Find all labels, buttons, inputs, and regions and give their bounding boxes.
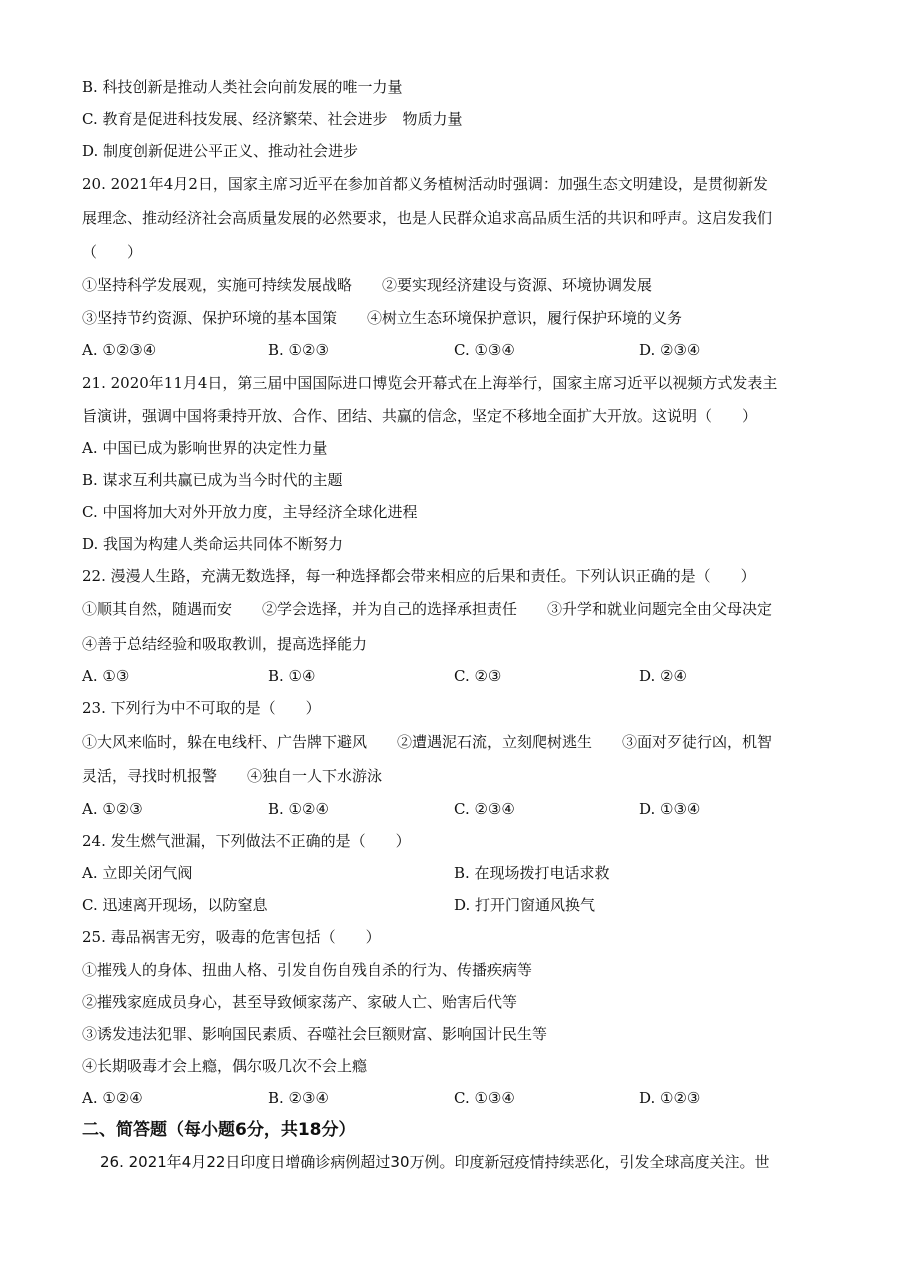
q20-option-b: B. ①②③ (268, 341, 329, 359)
q20-stem-line2: 展理念、推动经济社会高质量发展的必然要求，也是人民群众追求高品质生活的共识和呼声。这启发我们 (82, 209, 773, 227)
q25-option-d: D. ①②③ (639, 1089, 701, 1107)
q23-option-c: C. ②③④ (454, 800, 515, 818)
q25-statement-4: ④长期吸毒才会上瘾，偶尔吸几次不会上瘾 (82, 1057, 368, 1075)
q19-option-d: D. 制度创新促进公平正义、推动社会进步 (82, 142, 359, 160)
q19-option-b: B. 科技创新是推动人类社会向前发展的唯一力量 (82, 78, 403, 96)
q23-statements-1: ①大风来临时，躲在电线杆、广告牌下避风 ②遭遇泥石流，立刻爬树逃生 ③面对歹徒行凶，机智 (82, 733, 773, 751)
q22-statements-2: ④善于总结经验和吸取教训，提高选择能力 (82, 635, 368, 653)
q21-option-c: C. 中国将加大对外开放力度，主导经济全球化进程 (82, 503, 418, 521)
q25-option-a: A. ①②④ (82, 1089, 143, 1107)
q22-option-b: B. ①④ (268, 667, 316, 685)
q20-option-d: D. ②③④ (639, 341, 701, 359)
q20-statements-2: ③坚持节约资源、保护环境的基本国策 ④树立生态环境保护意识，履行保护环境的义务 (82, 309, 683, 327)
q25-option-c: C. ①③④ (454, 1089, 515, 1107)
section-heading-short-answer: 二、简答题（每小题6分，共18分） (82, 1120, 356, 1140)
q20-stem-line1: 20. 2021年4月2日，国家主席习近平在参加首都义务植树活动时强调：加强生态文明建设，是贯彻新发 (82, 175, 768, 193)
q22-statements-1: ①顺其自然，随遇而安 ②学会选择，并为自己的选择承担责任 ③升学和就业问题完全由父母决定 (82, 600, 773, 618)
q19-option-c: C. 教育是促进科技发展、经济繁荣、社会进步 物质力量 (82, 110, 463, 128)
q21-option-d: D. 我国为构建人类命运共同体不断努力 (82, 535, 344, 553)
q21-option-b: B. 谋求互利共赢已成为当今时代的主题 (82, 471, 343, 489)
q26-stem: 26. 2021年4月22日印度日增确诊病例超过30万例。印度新冠疫情持续恶化，引发全球高度关注。世 (100, 1153, 770, 1171)
q21-option-a: A. 中国已成为影响世界的决定性力量 (82, 439, 328, 457)
q25-stem: 25. 毒品祸害无穷，吸毒的危害包括（ ） (82, 928, 381, 946)
q20-statements-1: ①坚持科学发展观，实施可持续发展战略 ②要实现经济建设与资源、环境协调发展 (82, 276, 653, 294)
q25-statement-2: ②摧残家庭成员身心，甚至导致倾家荡产、家破人亡、贻害后代等 (82, 993, 518, 1011)
q23-option-d: D. ①③④ (639, 800, 701, 818)
q23-option-a: A. ①②③ (82, 800, 143, 818)
q23-stem: 23. 下列行为中不可取的是（ ） (82, 699, 321, 717)
q25-statement-1: ①摧残人的身体、扭曲人格、引发自伤自残自杀的行为、传播疾病等 (82, 961, 533, 979)
q22-option-a: A. ①③ (82, 667, 130, 685)
q20-option-c: C. ①③④ (454, 341, 515, 359)
q23-option-b: B. ①②④ (268, 800, 329, 818)
q21-stem-line1: 21. 2020年11月4日，第三届中国国际进口博览会开幕式在上海举行，国家主席习近平以视频方式发表主 (82, 374, 778, 392)
q22-option-d: D. ②④ (639, 667, 687, 685)
q20-option-a: A. ①②③④ (82, 341, 157, 359)
q20-stem-blank: （ ） (82, 243, 143, 261)
q24-option-d: D. 打开门窗通风换气 (454, 896, 596, 914)
q24-option-a: A. 立即关闭气阀 (82, 864, 193, 882)
q21-stem-line2: 旨演讲，强调中国将秉持开放、合作、团结、共赢的信念，坚定不移地全面扩大开放。这说明（ ） (82, 407, 758, 425)
q22-stem: 22. 漫漫人生路，充满无数选择，每一种选择都会带来相应的后果和责任。下列认识正确的是（ ） (82, 567, 756, 585)
q24-option-c: C. 迅速离开现场，以防窒息 (82, 896, 268, 914)
q24-option-b: B. 在现场拨打电话求救 (454, 864, 610, 882)
q25-statement-3: ③诱发违法犯罪、影响国民素质、吞噬社会巨额财富、影响国计民生等 (82, 1025, 548, 1043)
q23-statements-2: 灵活，寻找时机报警 ④独自一人下水游泳 (82, 767, 383, 785)
q24-stem: 24. 发生燃气泄漏，下列做法不正确的是（ ） (82, 832, 411, 850)
q22-option-c: C. ②③ (454, 667, 502, 685)
q25-option-b: B. ②③④ (268, 1089, 329, 1107)
